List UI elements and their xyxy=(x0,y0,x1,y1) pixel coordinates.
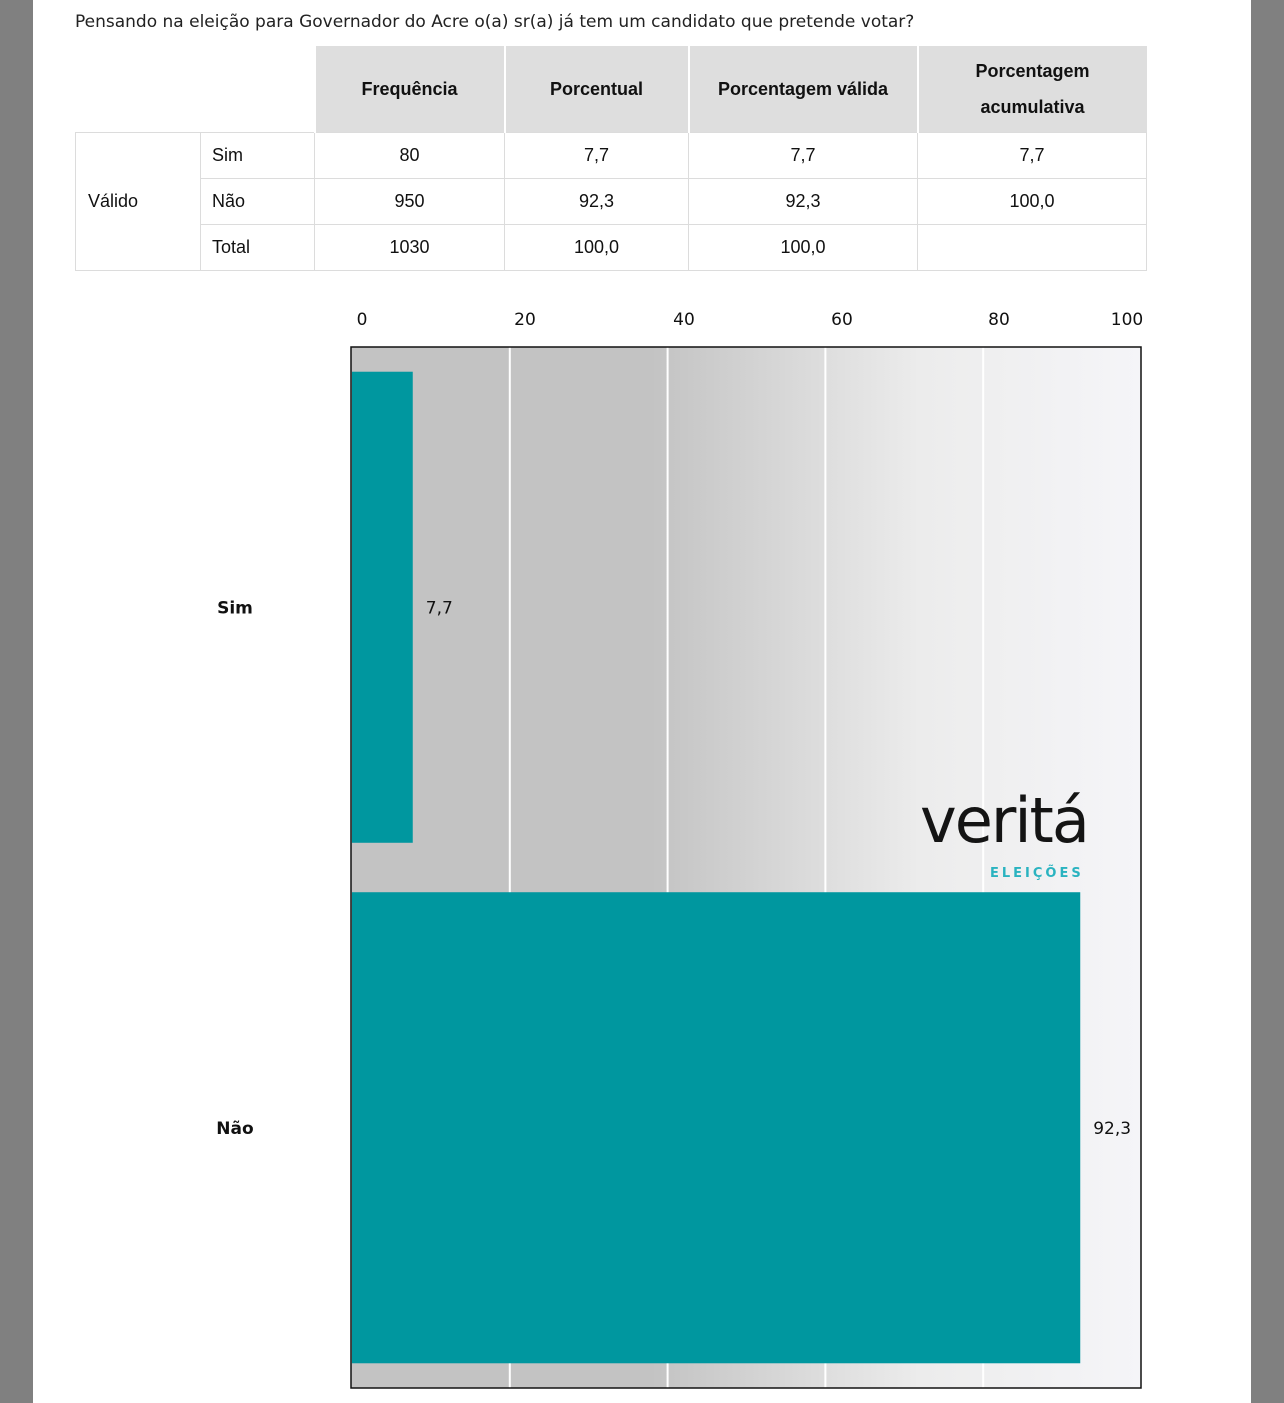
data-label: 92,3 xyxy=(1093,1118,1132,1139)
category-label: Não xyxy=(216,1118,254,1139)
category-label: Sim xyxy=(217,598,253,619)
cell-freq: 1030 xyxy=(315,225,505,271)
cell-freq: 950 xyxy=(315,179,505,225)
x-tick-label: 80 xyxy=(988,310,1010,330)
bar xyxy=(352,892,1080,1363)
row-label: Total xyxy=(201,225,315,271)
row-label: Não xyxy=(201,179,315,225)
header-cum-line2: acumulativa xyxy=(980,97,1085,117)
cell-pct: 92,3 xyxy=(505,179,689,225)
x-tick-labels xyxy=(357,310,1144,330)
question-text: Pensando na eleição para Governador do Acre o(a) sr(a) já tem um candidato que pretende votar? xyxy=(75,12,915,32)
x-tick-label: 40 xyxy=(673,310,695,330)
header-frequencia: Frequência xyxy=(315,46,505,133)
x-tick-label: 20 xyxy=(514,310,536,330)
header-porcentagem-valida: Porcentagem válida xyxy=(689,46,918,133)
cell-valid: 100,0 xyxy=(689,225,918,271)
category-labels xyxy=(216,598,253,1139)
cell-valid: 92,3 xyxy=(689,179,918,225)
verita-logo xyxy=(920,784,1110,890)
x-tick-label: 0 xyxy=(356,310,368,330)
cell-pct: 100,0 xyxy=(505,225,689,271)
logo-sub: ELEIÇÕES xyxy=(990,866,1084,881)
cell-freq: 80 xyxy=(315,133,505,179)
cell-cum: 7,7 xyxy=(918,133,1147,179)
logo-word: veritá xyxy=(920,784,1088,857)
group-label: Válido xyxy=(76,133,201,271)
x-tick-label: 60 xyxy=(831,310,853,330)
bar xyxy=(352,372,413,843)
data-label: 7,7 xyxy=(425,598,453,619)
cell-pct: 7,7 xyxy=(505,133,689,179)
row-label: Sim xyxy=(201,133,315,179)
x-tick-label: 100 xyxy=(1110,310,1144,330)
cell-cum: 100,0 xyxy=(918,179,1147,225)
cell-valid: 7,7 xyxy=(689,133,918,179)
header-cum-line1: Porcentagem xyxy=(975,61,1090,81)
header-porcentual: Porcentual xyxy=(505,46,689,133)
